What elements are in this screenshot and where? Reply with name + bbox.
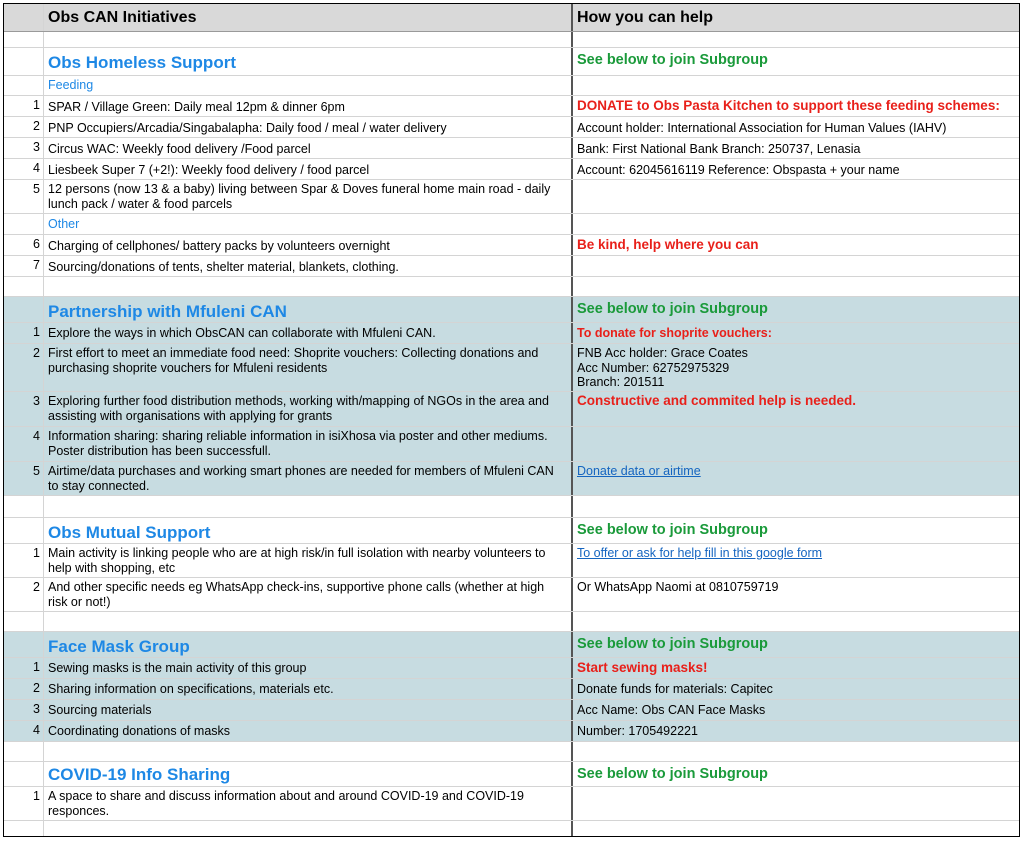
row-number: 1 — [33, 546, 40, 560]
row-number: 4 — [33, 723, 40, 737]
blank-row — [4, 277, 1019, 297]
help-text: Donate funds for materials: Capitec — [571, 679, 1019, 699]
help-text: Acc Name: Obs CAN Face Masks — [571, 700, 1019, 720]
initiative-text: And other specific needs eg WhatsApp check-ins, supportive phone calls (whether at high risk or not!) — [48, 580, 545, 609]
section-title: Partnership with Mfuleni CAN — [48, 302, 287, 321]
help-text: Bank: First National Bank Branch: 250737, Lenasia — [571, 138, 1019, 158]
help-text — [571, 427, 1019, 461]
row-number: 2 — [33, 681, 40, 695]
help-text: Account: 62045616119 Reference: Obspasta + your name — [571, 159, 1019, 179]
table-row — [4, 96, 1019, 117]
row-number: 3 — [33, 702, 40, 716]
section-row-mutual — [4, 518, 1019, 544]
row-number: 4 — [33, 161, 40, 175]
table-row — [4, 462, 1019, 496]
join-subgroup-text: See below to join Subgroup — [571, 297, 1019, 322]
table-row — [4, 679, 1019, 700]
row-number — [4, 4, 44, 31]
row-number: 2 — [33, 346, 40, 360]
row-number: 3 — [33, 394, 40, 408]
row-number: 1 — [33, 98, 40, 112]
initiative-text: SPAR / Village Green: Daily meal 12pm & dinner 6pm — [48, 100, 345, 114]
initiative-text: Explore the ways in which ObsCAN can collaborate with Mfuleni CAN. — [48, 326, 436, 340]
initiative-text: PNP Occupiers/Arcadia/Singabalapha: Daily food / meal / water delivery — [48, 121, 447, 135]
row-number: 1 — [33, 660, 40, 674]
join-subgroup-text: See below to join Subgroup — [571, 48, 1019, 75]
subheading-other: Other — [48, 217, 80, 231]
help-text — [571, 344, 1019, 391]
initiative-text: First effort to meet an immediate food need: Shoprite vouchers: Collecting donations and purchasing shoprite vouchers for Mfuleni residents — [48, 346, 539, 375]
join-subgroup-text: See below to join Subgroup — [571, 762, 1019, 786]
table-row — [4, 256, 1019, 277]
blank-row — [4, 742, 1019, 762]
row-number: 7 — [33, 258, 40, 272]
table-row — [4, 544, 1019, 578]
initiative-text: 12 persons (now 13 & a baby) living between Spar & Doves funeral home main road - daily lunch pack / water & food parcels — [48, 182, 551, 211]
donate-heading: To donate for shoprite vouchers: — [571, 323, 1019, 343]
initiative-text: Sewing masks is the main activity of this group — [48, 661, 307, 675]
section-row-covid — [4, 762, 1019, 787]
subheading-row — [4, 214, 1019, 235]
subheading-feeding: Feeding — [48, 78, 94, 92]
row-number: 1 — [33, 789, 40, 803]
help-alert-text: Be kind, help where you can — [571, 235, 1019, 255]
subheading-row — [4, 76, 1019, 96]
help-text: Number: 1705492221 — [571, 721, 1019, 741]
section-title: Obs Mutual Support — [48, 523, 211, 542]
section-row-mfuleni — [4, 297, 1019, 323]
row-number: 6 — [33, 237, 40, 251]
spreadsheet — [3, 3, 1020, 837]
initiative-text: Sourcing materials — [48, 703, 152, 717]
column-header-help: How you can help — [571, 4, 1019, 31]
table-row — [4, 323, 1019, 344]
donate-data-link[interactable]: Donate data or airtime — [577, 464, 701, 478]
join-subgroup-text: See below to join Subgroup — [571, 518, 1019, 543]
google-form-link[interactable]: To offer or ask for help fill in this google form — [577, 546, 823, 560]
row-number: 1 — [33, 325, 40, 339]
blank-row — [4, 821, 1019, 837]
initiative-text: Liesbeek Super 7 (+2!): Weekly food delivery / food parcel — [48, 163, 370, 177]
help-alert-text: Start sewing masks! — [571, 658, 1019, 678]
table-row — [4, 117, 1019, 138]
initiative-text: Airtime/data purchases and working smart phones are needed for members of Mfuleni CAN to stay connected. — [48, 464, 554, 493]
help-text — [571, 256, 1019, 276]
account-number-text: Acc Number: 62752975329 — [577, 360, 730, 375]
initiative-text: Information sharing: sharing reliable information in isiXhosa via poster and other mediums. Poster distribution has been successfull. — [48, 429, 548, 458]
initiative-text: Main activity is linking people who are at high risk/in full isolation with nearby volunteers to help with shopping, etc — [48, 546, 546, 575]
table-row — [4, 658, 1019, 679]
help-text — [571, 180, 1019, 213]
section-title: COVID-19 Info Sharing — [48, 765, 231, 784]
table-row — [4, 787, 1019, 821]
row-number: 2 — [33, 580, 40, 594]
table-row — [4, 159, 1019, 180]
account-holder-text: FNB Acc holder: Grace Coates — [577, 346, 748, 360]
help-alert-text: Constructive and commited help is needed. — [571, 392, 1019, 426]
section-row-mask — [4, 632, 1019, 658]
initiative-text: Sharing information on specifications, materials etc. — [48, 682, 334, 696]
initiative-text: Exploring further food distribution methods, working with/mapping of NGOs in the area and assisting with organisations with applying for grants — [48, 394, 549, 423]
table-row — [4, 180, 1019, 214]
initiative-text: Sourcing/donations of tents, shelter material, blankets, clothing. — [48, 260, 399, 274]
initiative-text: A space to share and discuss information about and around COVID-19 and COVID-19 responces. — [48, 789, 524, 818]
section-row-homeless — [4, 48, 1019, 76]
row-number: 5 — [33, 182, 40, 196]
table-row — [4, 721, 1019, 742]
row-number: 3 — [33, 140, 40, 154]
table-row — [4, 578, 1019, 612]
blank-row — [4, 496, 1019, 518]
column-header-initiatives: Obs CAN Initiatives — [48, 9, 197, 26]
help-text: Account holder: International Association for Human Values (IAHV) — [571, 117, 1019, 137]
join-subgroup-text: See below to join Subgroup — [571, 632, 1019, 657]
initiative-text: Circus WAC: Weekly food delivery /Food parcel — [48, 142, 311, 156]
table-row — [4, 700, 1019, 721]
section-title: Obs Homeless Support — [48, 53, 236, 72]
row-number: 2 — [33, 119, 40, 133]
section-title: Face Mask Group — [48, 637, 190, 656]
table-row — [4, 427, 1019, 462]
table-row — [4, 235, 1019, 256]
table-row — [4, 138, 1019, 159]
initiative-text: Coordinating donations of masks — [48, 724, 231, 738]
help-text — [571, 787, 1019, 820]
row-number: 5 — [33, 464, 40, 478]
initiative-text: Charging of cellphones/ battery packs by volunteers overnight — [48, 239, 390, 253]
donate-heading: DONATE to Obs Pasta Kitchen to support these feeding schemes: — [571, 96, 1019, 116]
table-row — [4, 344, 1019, 392]
row-number: 4 — [33, 429, 40, 443]
table-row — [4, 392, 1019, 427]
help-text: Or WhatsApp Naomi at 0810759719 — [571, 578, 1019, 611]
blank-row — [4, 32, 1019, 48]
branch-text: Branch: 201511 — [577, 375, 665, 389]
header-row — [4, 4, 1019, 32]
blank-row — [4, 612, 1019, 632]
